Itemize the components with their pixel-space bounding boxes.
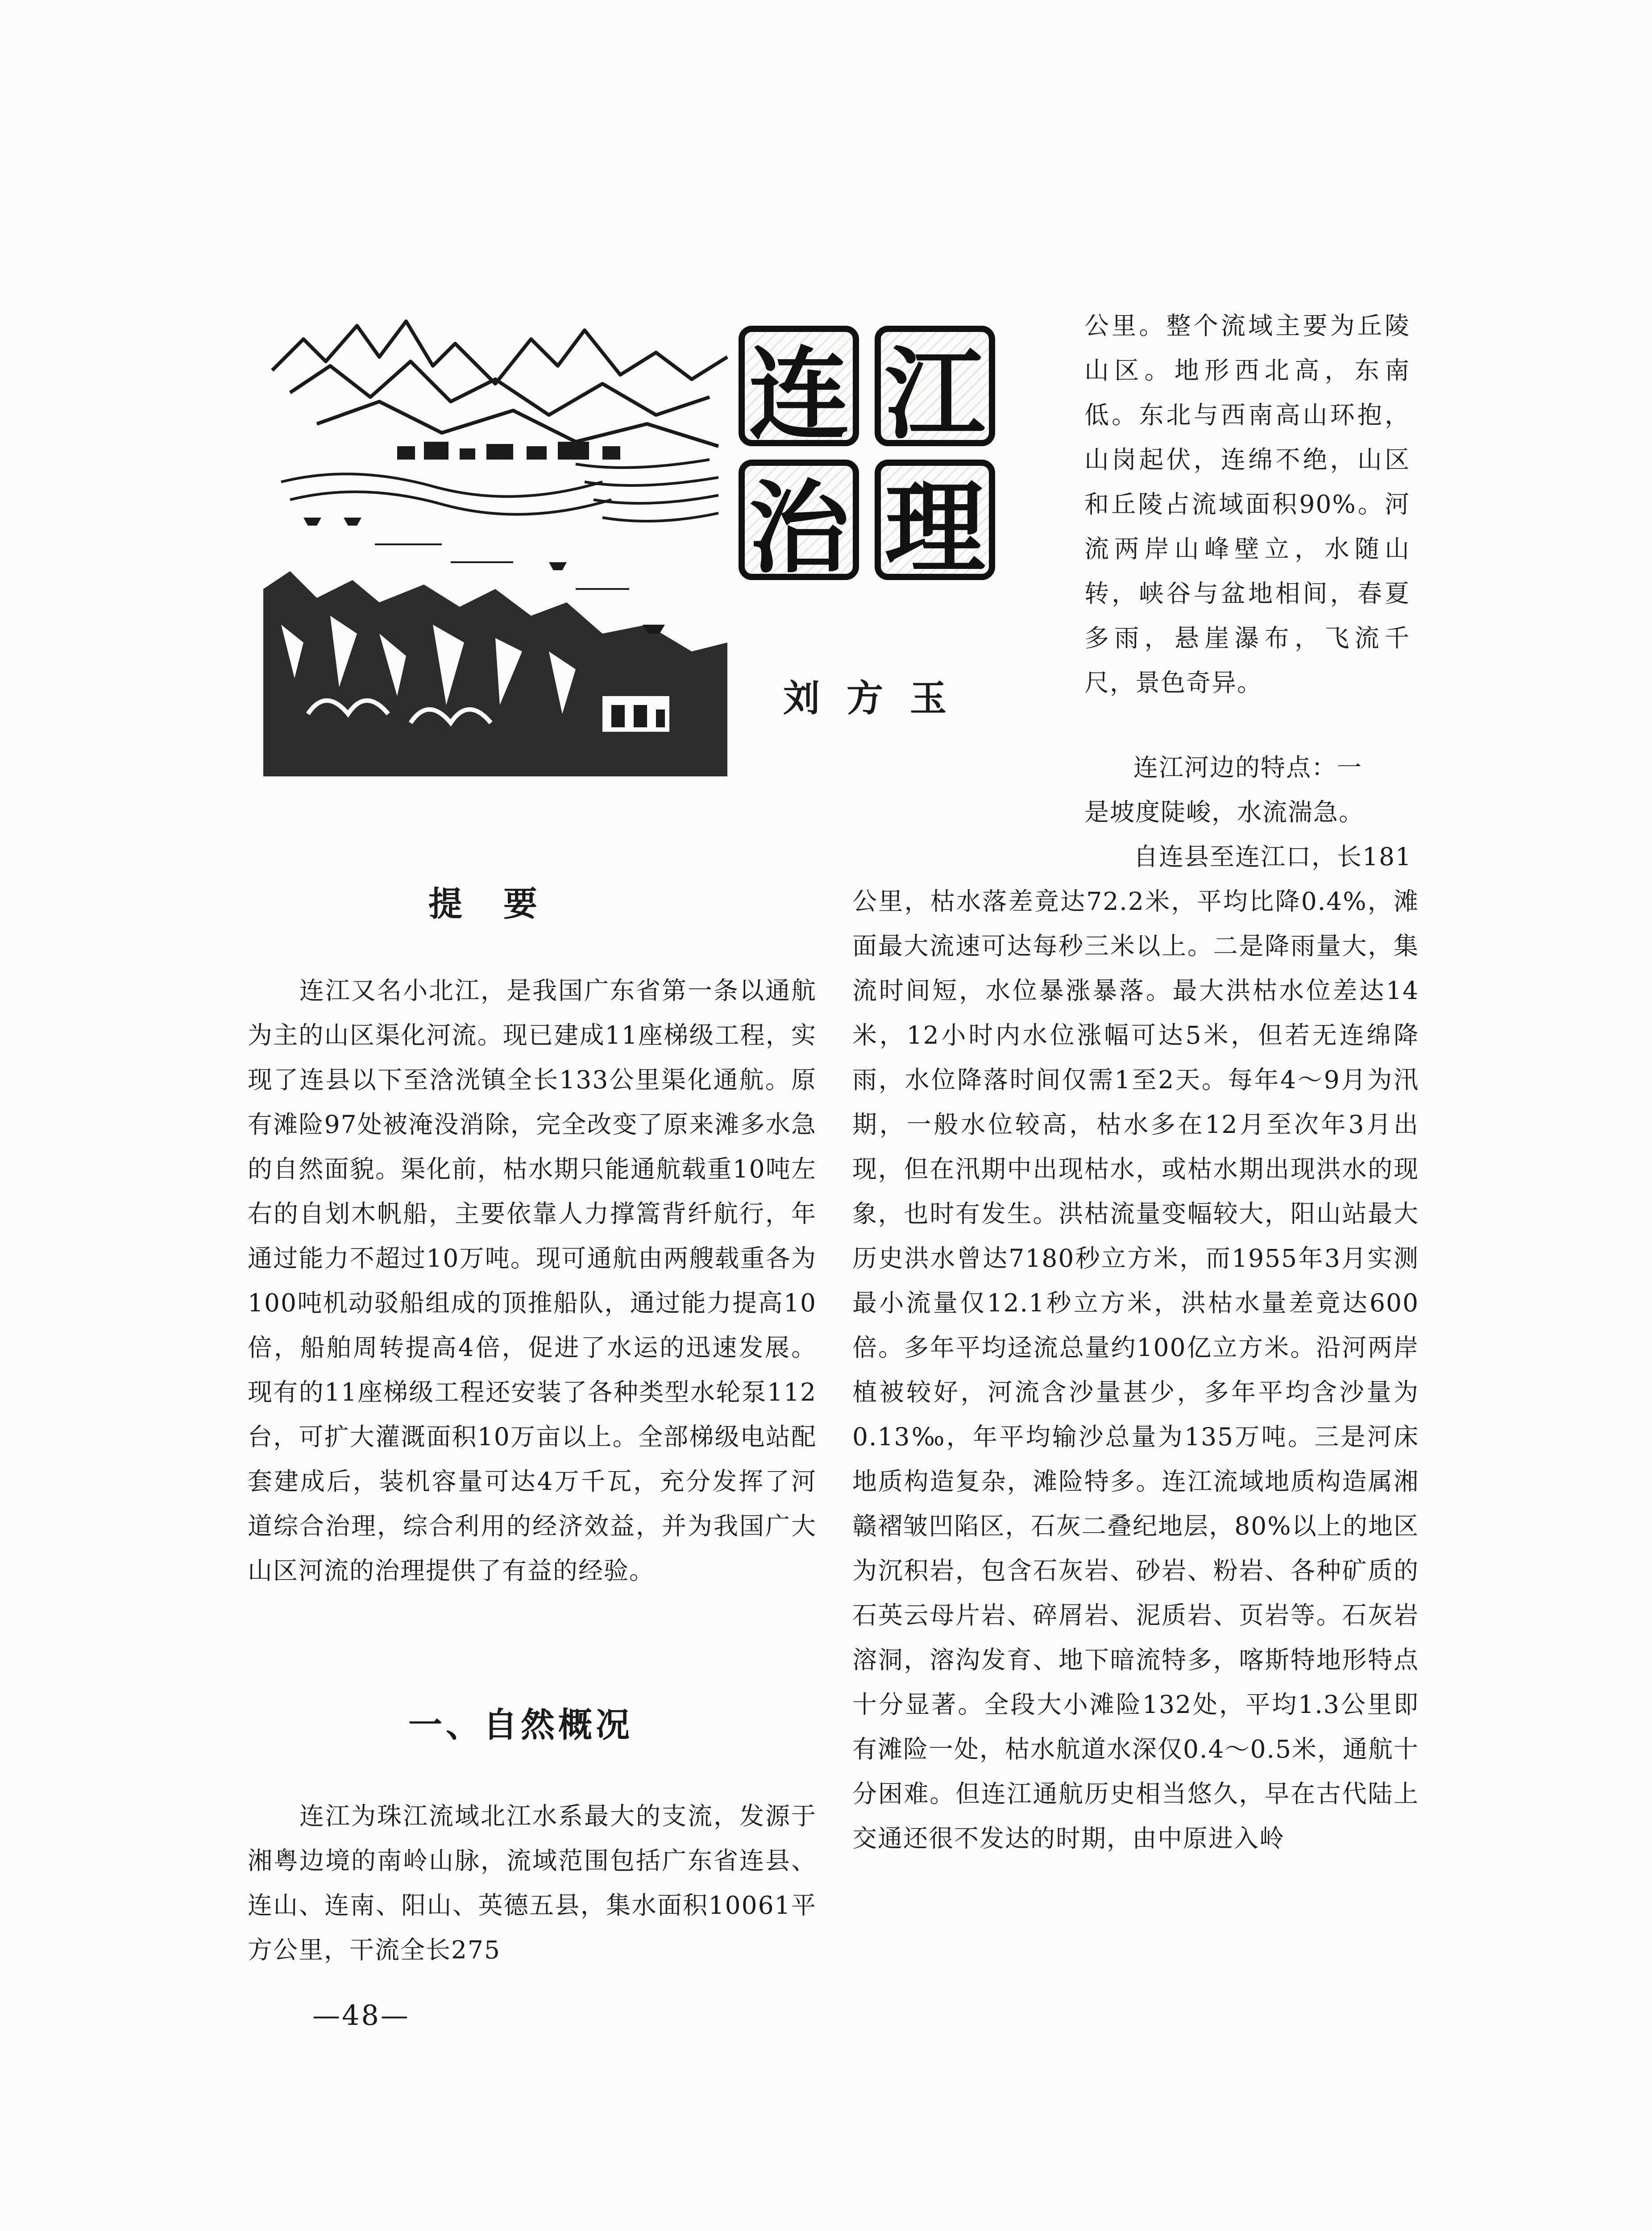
- title-char-1: 连: [739, 326, 859, 446]
- author-name: 刘方玉: [783, 677, 974, 720]
- right-short-line-3: 自连县至连江口，长181: [1133, 842, 1412, 871]
- landscape-drawing: [263, 312, 736, 776]
- page-number: —48—: [312, 1999, 410, 2032]
- right-short-line-2: 是坡度陡峻，水流湍急。: [1084, 798, 1365, 826]
- title-char-4: 理: [875, 460, 995, 580]
- right-intro-paragraph: 公里。整个流域主要为丘陵山区。地形西北高，东南低。东北与西南高山环抱，山岗起伏，连绵不绝，山区和丘陵占流域面积90%。河流两岸山峰壁立，水随山转，峡谷与盆地相间，春夏多雨，悬崖瀑布，飞流千尺，景色奇异。: [1084, 311, 1410, 697]
- section1-paragraph: 连江为珠江流域北江水系最大的支流，发源于湘粤边境的南岭山脉，流域范围包括广东省连县、连山、连南、阳山、英德五县，集水面积10061平方公里，干流全长275: [248, 1802, 817, 1964]
- abstract-paragraph: 连江又名小北江，是我国广东省第一条以通航为主的山区渠化河流。现已建成11座梯级工程，实现了连县以下至浛洸镇全长133公里渠化通航。原有滩险97处被淹没消除，完全改变了原来滩多水急的自然面貌。渠化前，枯水期只能通航载重10吨左右的自划木帆船，主要依靠人力撑篙背纤航行，年通过能力不超过10万吨。现可通航由两艘载重各为100吨机动驳船组成的顶推船队，通过能力提高10倍，船舶周转提高4倍，促进了水运的迅速发展。现有的11座梯级工程还安装了各种类型水轮泵112台，可扩大灌溉面积10万亩以上。全部梯级电站配套建成后，装机容量可达4万千瓦，充分发挥了河道综合治理，综合利用的经济效益，并为我国广大山区河流的治理提供了有益的经验。: [248, 976, 817, 1585]
- title-char-2: 江: [875, 326, 995, 446]
- abstract-heading: 提 要: [428, 884, 541, 924]
- section-heading-natural-overview: 一、自然概况: [408, 1705, 633, 1745]
- landscape-illustration: [263, 312, 736, 776]
- right-short-line-1: 连江河边的特点：一: [1133, 753, 1363, 782]
- title-char-3: 治: [739, 460, 859, 580]
- right-main-paragraph: 公里，枯水落差竟达72.2米，平均比降0.4%，滩面最大流速可达每秒三米以上。二是降雨量大，集流时间短，水位暴涨暴落。最大洪枯水位差达14米，12小时内水位涨幅可达5米，但若无连绵降雨，水位降落时间仅需1至2天。每年4～9月为汛期，一般水位较高，枯水多在12月至次年3月出现，但在汛期中出现枯水，或枯水期出现洪水的现象，也时有发生。洪枯流量变幅较大，阳山站最大历史洪水曾达7180秒立方米，而1955年3月实测最小流量仅12.1秒立方米，洪枯水量差竟达600倍。多年平均迳流总量约100亿立方米。沿河两岸植被较好，河流含沙量甚少，多年平均含沙量为0.13‰，年平均输沙总量为135万吨。三是河床地质构造复杂，滩险特多。连江流域地质构造属湘赣褶皱凹陷区，石灰二叠纪地层，80%以上的地区为沉积岩，包含石灰岩、砂岩、粉岩、各种矿质的石英云母片岩、碎屑岩、泥质岩、页岩等。石灰岩溶洞，溶沟发育、地下暗流特多，喀斯特地形特点十分显著。全段大小滩险132处，平均1.3公里即有滩险一处，枯水航道水深仅0.4～0.5米，通航十分困难。但连江通航历史相当悠久，早在古代陆上交通还很不发达的时期，由中原进入岭: [852, 887, 1419, 1853]
